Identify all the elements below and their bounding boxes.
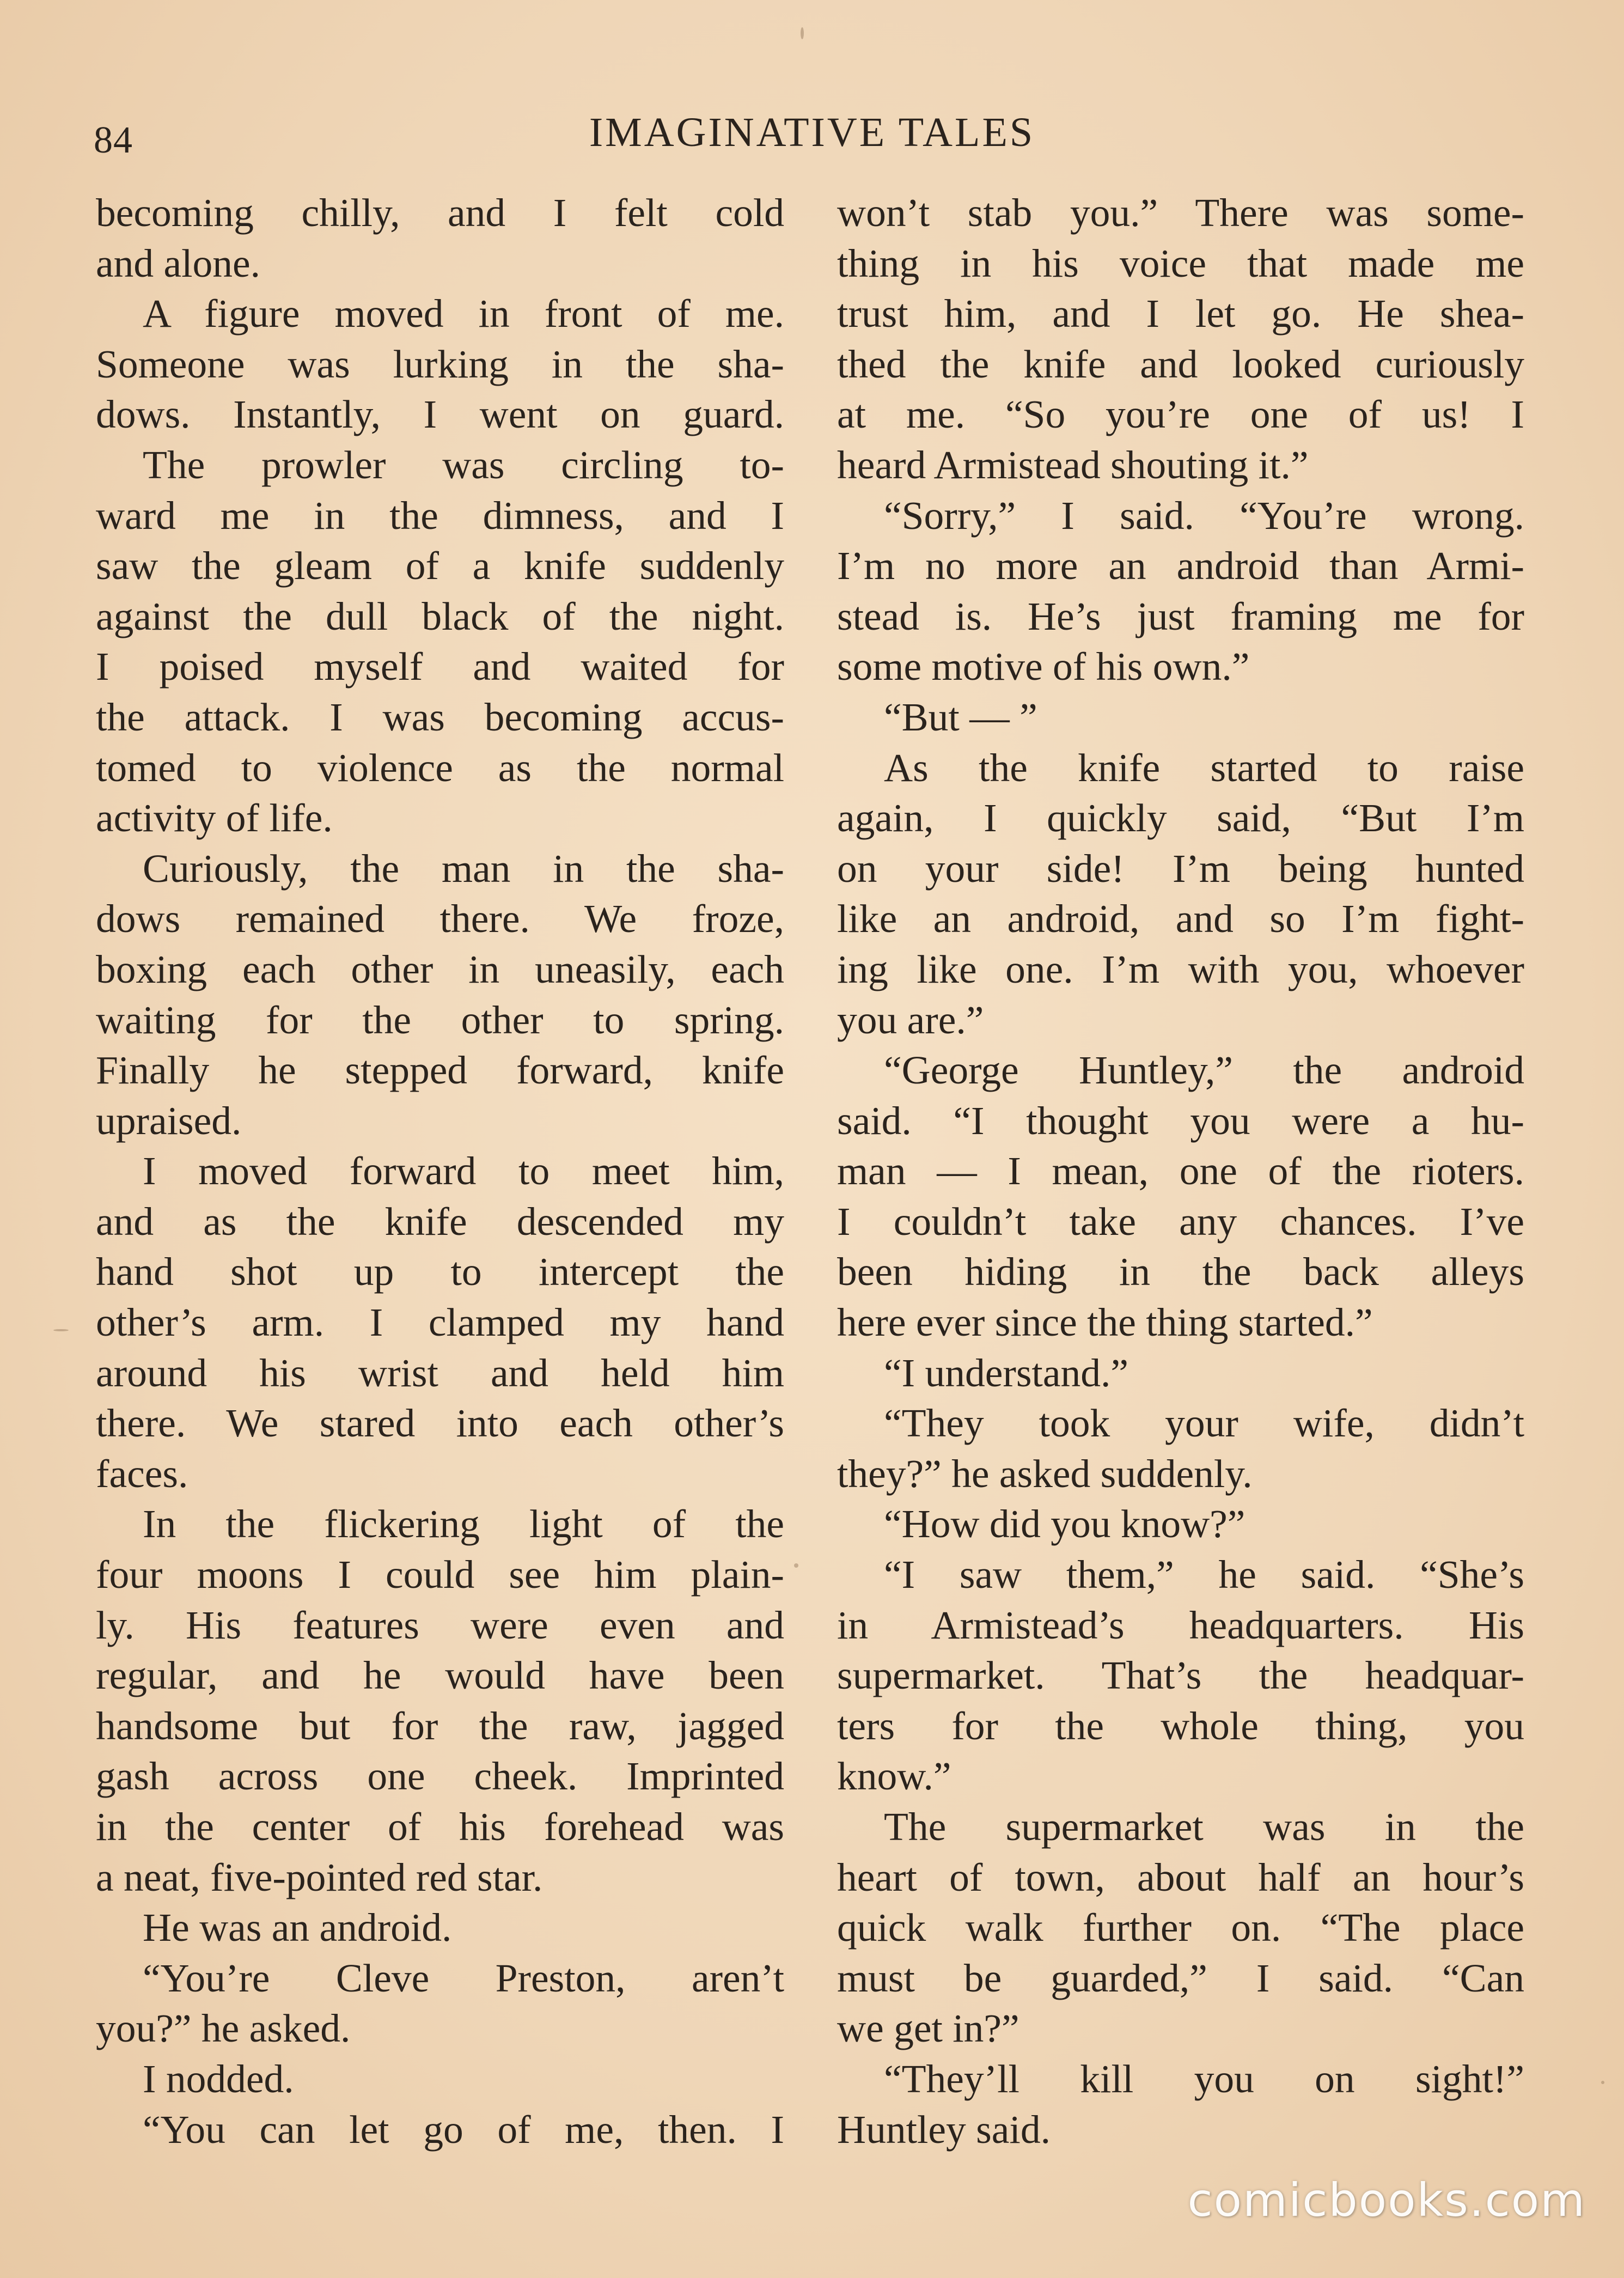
left-column-text-line: hand shot up to intercept the (96, 1250, 784, 1294)
right-column-text-line: you are.” (837, 997, 984, 1042)
left-column-text-line: dows remained there. We froze, (96, 897, 784, 941)
left-column-text-line: regular, and he would have been (96, 1653, 784, 1698)
left-column-text-line: I nodded. (143, 2056, 294, 2101)
right-column-text-line: here ever since the thing started.” (837, 1300, 1373, 1345)
right-column-text-line: The supermarket was in the (884, 1805, 1524, 1849)
left-column-text-line: saw the gleam of a knife suddenly (96, 544, 784, 588)
right-column-text-line: supermarket. That’s the headquar- (837, 1653, 1524, 1698)
left-column-text-line: in the center of his forehead was (96, 1805, 784, 1849)
left-column-text-line: boxing each other in uneasily, each (96, 947, 784, 991)
left-column-text-line: A figure moved in front of me. (143, 291, 784, 336)
right-column-text-line: “But — ” (884, 695, 1037, 739)
right-column-text-line: we get in?” (837, 2006, 1019, 2051)
running-title: IMAGINATIVE TALES (589, 109, 1035, 155)
left-column-text-line: you?” he asked. (96, 2006, 351, 2051)
right-column-text-line: “I understand.” (884, 1350, 1128, 1395)
left-column-text-line: and alone. (96, 241, 261, 285)
left-column-text-line: In the flickering light of the (143, 1502, 784, 1546)
right-column-text-line: again, I quickly said, “But I’m (837, 796, 1524, 840)
right-column-text-line: “Sorry,” I said. “You’re wrong. (884, 493, 1524, 538)
left-column-text-line: against the dull black of the night. (96, 594, 784, 638)
right-column-text-line: thing in his voice that made me (837, 241, 1524, 285)
right-column-text-line: they?” he asked suddenly. (837, 1451, 1253, 1496)
left-column-text-line: four moons I could see him plain- (96, 1552, 784, 1597)
right-column-text-line: “How did you know?” (884, 1502, 1246, 1546)
left-column-text-line: gash across one cheek. Imprinted (96, 1754, 784, 1799)
left-column-text-line: dows. Instantly, I went on guard. (96, 392, 784, 437)
right-column-text-line: “I saw them,” he said. “She’s (884, 1552, 1524, 1597)
right-column-text-line: ters for the whole thing, you (837, 1703, 1524, 1748)
right-column-text-line: heard Armistead shouting it.” (837, 442, 1309, 487)
left-column-text-line: “You can let go of me, then. I (143, 2107, 784, 2152)
left-column-text-line: The prowler was circling to- (143, 442, 784, 487)
right-column-text-line: been hiding in the back alleys (837, 1250, 1524, 1294)
right-column-text-line: “George Huntley,” the android (884, 1048, 1524, 1093)
right-column-text-line: man — I mean, one of the rioters. (837, 1149, 1524, 1193)
left-column-text-line: other’s arm. I clamped my hand (96, 1300, 784, 1345)
page-number: 84 (94, 119, 133, 161)
left-column-text-line: tomed to violence as the normal (96, 745, 784, 790)
left-column-text-line: Finally he stepped forward, knife (96, 1048, 784, 1093)
right-column-text-line: know.” (837, 1754, 951, 1799)
right-column-text-line: “They’ll kill you on sight!” (884, 2056, 1524, 2101)
left-column-text-line: becoming chilly, and I felt cold (96, 191, 784, 235)
right-text-column (837, 188, 1524, 2155)
left-column-text-line: ly. His features were even and (96, 1603, 784, 1647)
left-column-text-line: around his wrist and held him (96, 1350, 784, 1395)
right-column-text-line: thed the knife and looked curiously (837, 342, 1524, 386)
left-column-text-line: a neat, five-pointed red star. (96, 1855, 543, 1899)
right-column-text-line: must be guarded,” I said. “Can (837, 1956, 1524, 2000)
right-column-text-line: some motive of his own.” (837, 644, 1250, 689)
left-column-text-line: activity of life. (96, 796, 333, 840)
paper-speck (1601, 2081, 1604, 2084)
left-column-text-line: waiting for the other to spring. (96, 997, 784, 1042)
right-column-text-line: like an android, and so I’m fight- (837, 897, 1524, 941)
site-watermark: comicbooks.com (1187, 2173, 1586, 2227)
left-column-text-line: handsome but for the raw, jagged (96, 1703, 784, 1748)
right-column-text-line: Huntley said. (837, 2107, 1051, 2152)
paper-speck (801, 27, 804, 39)
left-column-text-line: upraised. (96, 1098, 242, 1143)
left-column-text-line: “You’re Cleve Preston, aren’t (143, 1956, 784, 2000)
right-column-text-line: quick walk further on. “The place (837, 1905, 1524, 1950)
right-column-text-line: ing like one. I’m with you, whoever (837, 947, 1524, 991)
right-column-text-line: at me. “So you’re one of us! I (837, 392, 1524, 437)
left-column-text-line: I moved forward to meet him, (143, 1149, 784, 1193)
left-column-text-line: Curiously, the man in the sha- (143, 846, 784, 891)
left-column-text-line: Someone was lurking in the sha- (96, 342, 784, 386)
right-column-text-line: in Armistead’s headquarters. His (837, 1603, 1524, 1647)
right-column-text-line: trust him, and I let go. He shea- (837, 291, 1524, 336)
right-column-text-line: As the knife started to raise (884, 745, 1524, 790)
left-column-text-line: the attack. I was becoming accus- (96, 695, 784, 739)
left-text-column (96, 188, 784, 2155)
right-column-text-line: I couldn’t take any chances. I’ve (837, 1199, 1524, 1244)
left-column-text-line: faces. (96, 1451, 188, 1496)
paper-speck (53, 1329, 69, 1331)
right-column-text-line: stead is. He’s just framing me for (837, 594, 1524, 638)
left-column-text-line: ward me in the dimness, and I (96, 493, 784, 538)
right-column-text-line: heart of town, about half an hour’s (837, 1855, 1524, 1899)
left-column-text-line: there. We stared into each other’s (96, 1401, 784, 1446)
right-column-text-line: said. “I thought you were a hu- (837, 1098, 1524, 1143)
left-column-text-line: He was an android. (143, 1905, 452, 1950)
right-column-text-line: won’t stab you.” There was some- (837, 191, 1524, 235)
left-column-text-line: I poised myself and waited for (96, 644, 784, 689)
right-column-text-line: “They took your wife, didn’t (884, 1401, 1524, 1446)
right-column-text-line: I’m no more an android than Armi- (837, 544, 1524, 588)
right-column-text-line: on your side! I’m being hunted (837, 846, 1524, 891)
left-column-text-line: and as the knife descended my (96, 1199, 784, 1244)
paper-speck (794, 1563, 798, 1568)
